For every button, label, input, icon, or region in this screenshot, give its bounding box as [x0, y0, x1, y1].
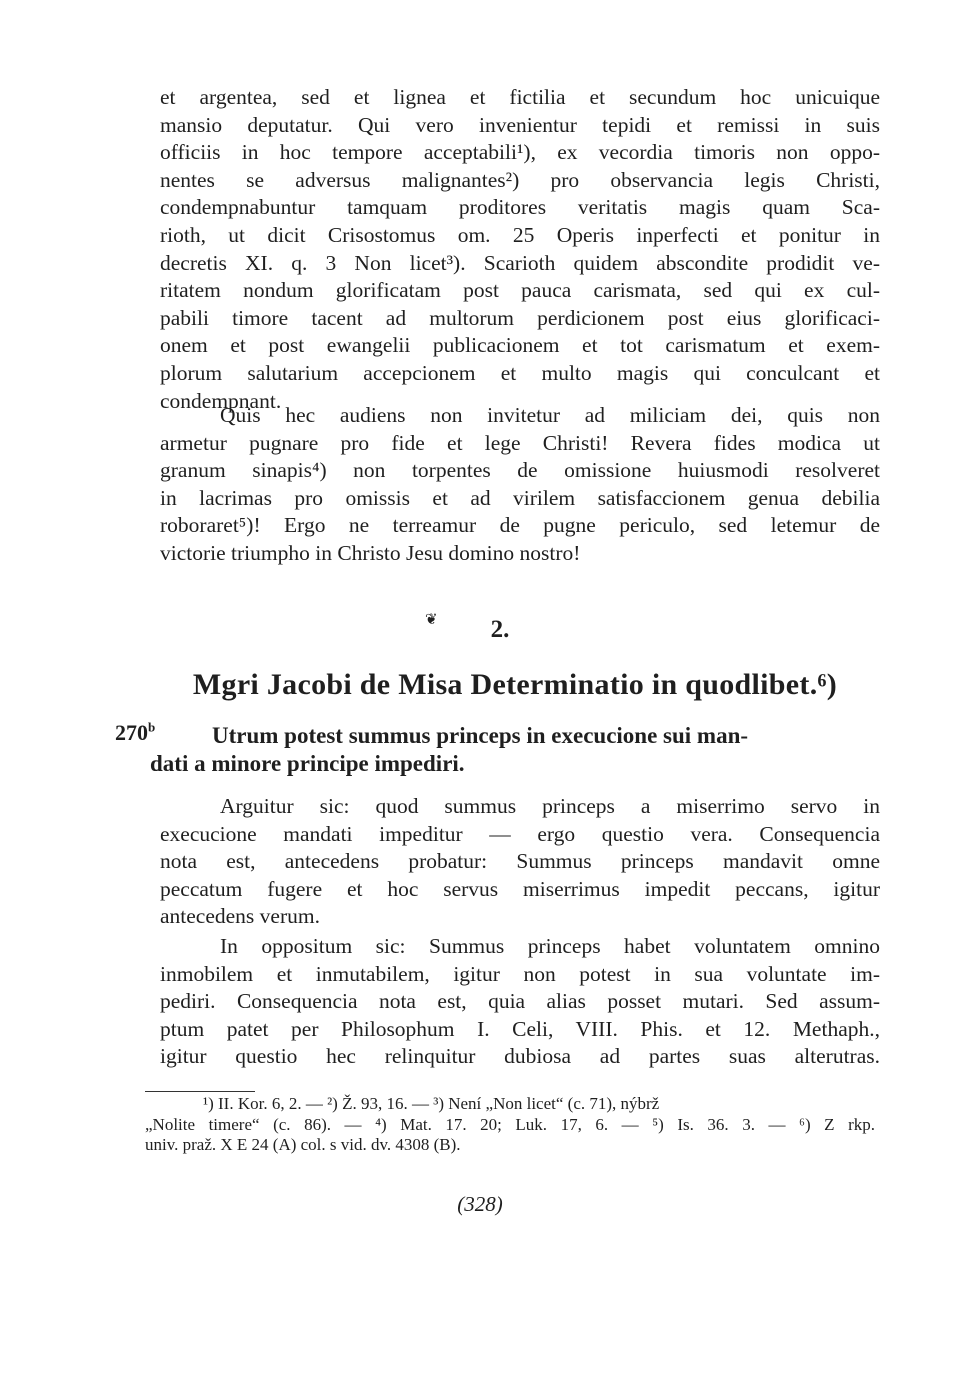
text-line: roboraret⁵)! Ergo ne terreamur de pugne periculo, sed letemur de: [160, 513, 880, 538]
text-line: pediri. Consequencia nota est, quia alias posset mutari. Sed assum-: [160, 989, 880, 1014]
text-line: ptum patet per Philosophum I. Celi, VIII. Phis. et 12. Methaph.,: [160, 1016, 880, 1041]
section-title: Mgri Jacobi de Misa Determinatio in quodlibet.⁶): [192, 668, 838, 701]
text-line: rioth, ut dicit Crisostomus om. 25 Operis inperfecti et ponitur in: [160, 222, 880, 247]
paragraph-1: [160, 84, 880, 415]
page-number: (328): [457, 1192, 503, 1216]
printer-mark-icon: ❦: [425, 612, 438, 628]
text-line: execucione mandati impeditur — ergo questio vera. Consequencia: [160, 821, 880, 846]
question-heading: [148, 719, 880, 778]
text-line: Quis hec audiens non invitetur ad miliciam dei, quis non: [220, 403, 880, 427]
footnote-line: univ. praž. X E 24 (A) col. s vid. dv. 4308 (B).: [145, 1135, 461, 1154]
text-line: onem et post ewangelii publicacionem et tot carismatum et exem-: [160, 333, 880, 358]
footnotes: [145, 1094, 875, 1156]
footnote-line: „Nolite timere“ (c. 86). — ⁴) Mat. 17. 20; Luk. 17, 6. — ⁵) Is. 36. 3. — ⁶) Z rkp.: [145, 1114, 875, 1134]
question-line: Utrum potest summus princeps in execucione sui man-: [212, 723, 749, 748]
text-line: armetur pugnare pro fide et lege Christi! Revera fides modica ut: [160, 430, 880, 455]
text-line: ritatem nondum glorificatam post pauca carismata, sed qui ex cul-: [160, 278, 880, 303]
text-line: pabili timore tacent ad multorum perdicionem post eius glorificaci-: [160, 305, 880, 330]
section-number: [0, 616, 960, 644]
text-line: In oppositum sic: Summus princeps habet voluntatem omnino: [220, 934, 880, 958]
text-line: in lacrimas pro omissis et ad virilem satisfaccionem genua debilia: [160, 485, 880, 510]
text-line: granum sinapis⁴) non torpentes de omissione huiusmodi resolveret: [160, 458, 880, 483]
text-line: peccatum fugere et hoc servus miserrimus impedit peccans, igitur: [160, 876, 880, 901]
text-line: inmobilem et inmutabilem, igitur non potest in sua voluntate im-: [160, 961, 880, 986]
question-line: dati a minore principe impediri.: [150, 751, 465, 776]
paragraph-4: [160, 933, 880, 1071]
footnote-divider: [145, 1091, 255, 1092]
section-number-text: 2.: [490, 616, 510, 643]
text-line: plorum salutarium accepcionem et multo magis qui conculcant et: [160, 360, 880, 385]
text-line: igitur questio hec relinquitur dubiosa ad partes suas alterutras.: [160, 1044, 880, 1069]
paragraph-2: [160, 402, 880, 568]
margin-folio-number: 270: [115, 720, 148, 745]
text-line: mansio deputatur. Qui vero invenientur tepidi et remissi in suis: [160, 112, 880, 137]
text-line: nentes se adversus malignantes²) pro observancia legis Christi,: [160, 167, 880, 192]
text-line: Arguitur sic: quod summus princeps a miserrimo servo in: [220, 794, 880, 818]
paragraph-3: [160, 793, 880, 931]
footnote-line: ¹) II. Kor. 6, 2. — ²) Ž. 93, 16. — ³) Není „Non licet“ (c. 71), nýbrž: [203, 1094, 660, 1113]
text-line: decretis XI. q. 3 Non licet³). Scarioth quidem abscondite prodidit ve-: [160, 250, 880, 275]
text-line: condempnant.: [160, 388, 282, 413]
margin-folio-side: b: [148, 719, 156, 735]
text-line: antecedens verum.: [160, 904, 320, 929]
text-line: officiis in hoc tempore acceptabili¹), ex vecordia timoris non oppo-: [160, 140, 880, 165]
text-line: victorie triumpho in Christo Jesu domino nostro!: [160, 540, 581, 565]
text-line: et argentea, sed et lignea et fictilia et secundum hoc unicuique: [160, 85, 880, 109]
text-line: nota est, antecedens probatur: Summus princeps mandavit omne: [160, 849, 880, 874]
text-line: condempnabuntur tamquam proditores veritatis magis quam Sca-: [160, 195, 880, 220]
